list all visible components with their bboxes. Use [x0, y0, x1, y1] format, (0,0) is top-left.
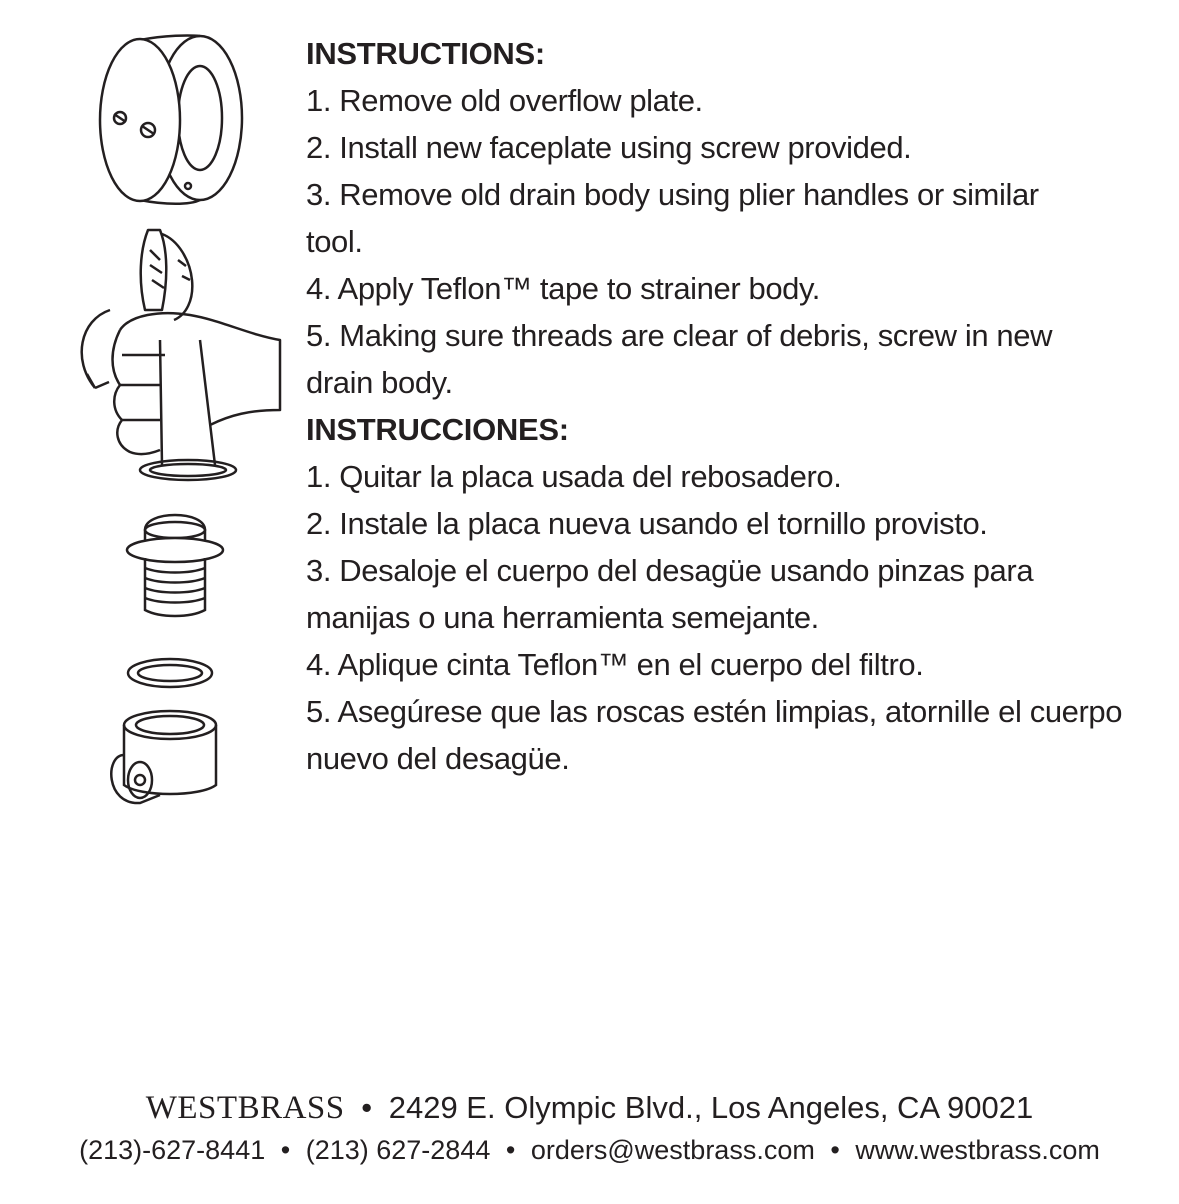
separator: • [280, 1135, 291, 1165]
instruction-steps-en [306, 77, 1166, 406]
instruction-step: 5. Making sure threads are clear of debris, screw in new drain body. [306, 318, 1053, 400]
phone-number: (213)-627-8441 [79, 1135, 266, 1165]
drain-body-icon [100, 645, 230, 810]
fax-number: (213) 627-2844 [305, 1135, 491, 1165]
separator: • [361, 1090, 373, 1125]
illustration-column [40, 20, 300, 820]
instruction-step: 1. Remove old overflow plate. [306, 83, 703, 118]
instruction-step: 3. Remove old drain body using plier handles or similar tool. [306, 177, 1039, 259]
instruction-step: 3. Desaloje el cuerpo del desagüe usando pinzas para manijas o una herramienta semejante. [306, 553, 1034, 635]
pliers-hand-icon [50, 220, 300, 490]
instruction-step: 4. Apply Teflon™ tape to strainer body. [306, 271, 821, 306]
instruction-step: 5. Asegúrese que las roscas estén limpias, atornille el cuerpo nuevo del desagüe. [306, 694, 1123, 776]
drain-strainer-icon [120, 500, 230, 620]
email-address: orders@westbrass.com [530, 1135, 815, 1165]
footer-address-line [0, 1086, 1179, 1130]
instruction-step: 2. Instale la placa nueva usando el tornillo provisto. [306, 506, 988, 541]
instructions-heading-es: INSTRUCCIONES: [306, 412, 569, 447]
instruction-step: 4. Aplique cinta Teflon™ en el cuerpo del filtro. [306, 647, 924, 682]
instruction-steps-es [306, 453, 1166, 782]
separator: • [830, 1135, 840, 1165]
instruction-step: 2. Install new faceplate using screw provided. [306, 130, 912, 165]
website-url: www.westbrass.com [855, 1135, 1100, 1165]
company-footer [0, 1086, 1179, 1170]
footer-contact-line [0, 1130, 1179, 1170]
instruction-step: 1. Quitar la placa usada del rebosadero. [306, 459, 842, 494]
instructions-heading-en: INSTRUCTIONS: [306, 36, 545, 71]
overflow-plate-icon [90, 30, 250, 230]
company-address: 2429 E. Olympic Blvd., Los Angeles, CA 90021 [388, 1090, 1034, 1125]
brand-name: WESTBRASS [145, 1090, 345, 1126]
separator: • [505, 1135, 516, 1165]
instructions-block [306, 30, 1166, 782]
